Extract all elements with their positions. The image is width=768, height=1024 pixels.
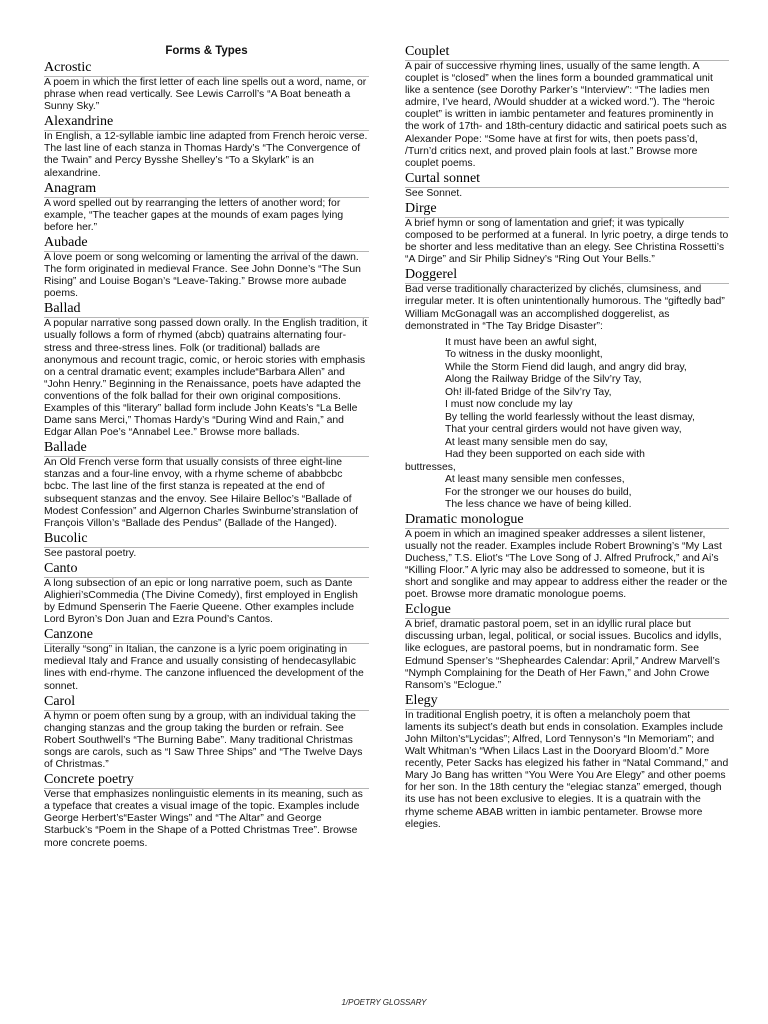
glossary-definition: An Old French verse form that usually consists of three eight-line stanzas and a four-line envoy, with a rhyme scheme of ababbcbc bcbc. The last line of the first stanza is repeated at the end of subsequent stanzas and the envoy. See Hilaire Belloc’s “Ballade of Modest Confession” and Algernon Charles Swinburne’stranslation of François Villon’s “Ballade des Pendus” (Ballade of the Hanged). [44,457,359,529]
poem-line: I must now conclude my lay [445,399,573,411]
page-footer: 1/POETRY GLOSSARY [341,998,427,1007]
glossary-definition: A hymn or poem often sung by a group, with an individual taking the changing stanzas and the group taking the burden or refrain. See Robert Southwell’s “The Burning Babe”. Many traditional Christmas songs are carols, such as “I Saw Three Ships” and “The Twelve Days of Christmas.” [44,710,363,771]
glossary-term: Dirge [405,201,729,218]
poem-line: While the Storm Fiend did laugh, and angry did bray, [445,361,687,373]
glossary-term: Alexandrine [44,114,369,131]
glossary-term: Elegy [405,693,729,710]
glossary-term: Ballad [44,301,369,318]
glossary-definition: See Sonnet. [405,187,463,199]
glossary-term: Curtal sonnet [405,171,729,188]
glossary-definition: A pair of successive rhyming lines, usually of the same length. A couplet is “closed” when the lines form a bounded grammatical unit like a sentence (see Dorothy Parker’s “Interview”: “The ladies men admire, I’ve heard, /Would shudder at a wicked word.”). The “heroic couplet” is written in iambic pentameter and features prominently in the work of 17th- and 18th-century didactic and satirical poets such as Alexander Pope: “Some have at first for wits, then poets pass’d, /Turn’d critics next, and proved plain fools at last.” Browse more couplet poems. [405,61,727,169]
page-title: Forms & Types [165,45,248,57]
glossary-term: Ballade [44,440,369,457]
glossary-term: Eclogue [405,602,729,619]
glossary-definition: A long subsection of an epic or long narrative poem, such as Dante Alighieri’sCommedia (The Divine Comedy), first employed in English by Edmund Spenserin The Faerie Queene. Other examples include Lord Byron’s Don Juan and Ezra Pound’s Cantos. [44,577,358,626]
poem-line: buttresses, [405,461,456,473]
left-entries [44,60,369,850]
glossary-term: Anagram [44,181,369,198]
glossary-definition: A word spelled out by rearranging the letters of another word; for example, “The teacher gapes at the mounds of exam pages lying before her.” [44,197,344,233]
glossary-term: Canzone [44,627,369,644]
poem-line: That your central girders would not have given way, [445,424,682,436]
glossary-term: Couplet [405,44,729,61]
glossary-term: Dramatic monologue [405,512,729,529]
glossary-term: Acrostic [44,60,369,77]
glossary-term: Bucolic [44,531,369,548]
poem-line: At least many sensible men do say, [445,436,608,448]
glossary-definition: A poem in which an imagined speaker addresses a silent listener, usually not the reader. Examples include Robert Browning’s “My Last Duchess,” T.S. Eliot’s “The Love Song of J. Alfred Prufrock,” and Ai’s “Killing Floor.” A lyric may also be addressed to someone, but it is short and songlike and may appear to address either the reader or the poet. Browse more dramatic monologue poems. [405,528,728,601]
poem-excerpt [405,337,729,512]
glossary-definition: In traditional English poetry, it is often a melancholy poem that laments its subject’s death but ends in consolation. Examples include John Milton’s“Lycidas”; Alfred, Lord Tennyson’s “In Memoriam”; and Walt Whitman’s “When Lilacs Last in the Dooryard Bloom’d.” More recently, Peter Sacks has elegized his father in “Natal Command,” and Mary Jo Bang has written “You Were You Are Elegy” and other poems for her son. In the 18th century the “elegiac stanza” emerged, though its use has not been exclusive to elegies. It is a quatrain with the rhyme scheme ABAB written in iambic pentameter. Browse more elegies. [405,709,729,830]
glossary-definition: A popular narrative song passed down orally. In the English tradition, it usually follows a form of rhymed (abcb) quatrains alternating four-stress and three-stress lines. Folk (or traditional) ballads are anonymous and recount tragic, comic, or heroic stories with emphasis on a central dramatic event; examples include“Barbara Allen” and “John Henry.” Beginning in the Renaissance, poets have adapted the conventions of the folk ballad for their own original compositions. Examples of this “literary” ballad form include John Keats’s “La Belle Dame sans Merci,” Thomas Hardy’s “During Wind and Rain,” and Edgar Allan Poe’s “Annabel Lee.” Browse more ballads. [44,318,368,439]
glossary-definition: See pastoral poetry. [44,547,137,559]
poem-line: Had they been supported on each side with [445,449,645,461]
glossary-definition: A brief, dramatic pastoral poem, set in an idyllic rural place but discussing urban, legal, political, or social issues. Bucolics and idylls, like eclogues, are pastoral poems, but in nondramatic form. See Edmund Spenser’s “Shepheardes Calendar: April,” Andrew Marvell’s “Nymph Complaining for the Death of Her Fawn,” and John Crowe Ransom’s “Eclogue.” [405,619,722,691]
poem-line: By telling the world fearlessly without the least dismay, [445,411,695,423]
right-entries-bottom [405,512,729,831]
left-column [44,44,369,851]
glossary-definition: Verse that emphasizes nonlinguistic elements in its meaning, such as a typeface that creates a visual image of the topic. Examples include George Herbert’s“Easter Wings” and “The Altar” and George Starbuck’s “Poem in the Shape of a Potted Christmas Tree”. Browse more concrete poems. [44,789,363,849]
glossary-term: Concrete poetry [44,772,369,789]
poem-line: At least many sensible men confesses, [445,474,625,486]
glossary-definition: Literally “song” in Italian, the canzone is a lyric poem originating in medieval Italy and France and usually consisting of hendecasyllabic lines with end-rhyme. The canzone influenced the development of the sonnet. [44,644,364,692]
poem-line: For the stronger we our houses do build, [445,486,632,498]
glossary-definition: A brief hymn or song of lamentation and grief; it was typically composed to be performed at a funeral. In lyric poetry, a dirge tends to be shorter and less meditative than an elegy. See Christina Rossetti’s “A Dirge” and Sir Philip Sidney’s “Ring Out Your Bells.” [405,217,729,266]
poem-line: The less chance we have of being killed. [445,499,632,511]
glossary-definition: A love poem or song welcoming or lamenting the arrival of the dawn. The form originated in medieval France. See John Donne’s “The Sun Rising” and Louise Bogan’s “Leave-Taking.” Browse more aubade poems. [44,251,361,300]
glossary-definition: In English, a 12-syllable iambic line adapted from French heroic verse. The last line of each stanza in Thomas Hardy’s “The Convergence of the Twain” and Percy Bysshe Shelley’s “To a Skylark” is an alexandrine. [44,131,368,179]
right-entries-top [405,44,729,333]
poem-line: It must have been an awful sight, [445,336,597,348]
glossary-term: Doggerel [405,267,729,284]
glossary-definition: A poem in which the first letter of each line spells out a word, name, or phrase when read vertically. See Lewis Carroll’s “A Boat beneath a Sunny Sky.” [44,77,367,113]
glossary-term: Carol [44,694,369,711]
glossary-term: Aubade [44,235,369,252]
glossary-definition: Bad verse traditionally characterized by clichés, clumsiness, and irregular meter. It is often unintentionally humorous. The “giftedly bad” William McGonagall was an accomplished doggerelist, as demonstrated in “The Tay Bridge Disaster”: [405,284,725,332]
poem-line: Along the Railway Bridge of the Silv’ry Tay, [445,374,642,386]
right-column [405,44,729,832]
glossary-term: Canto [44,561,369,578]
poem-line: To witness in the dusky moonlight, [445,349,603,361]
poem-line: Oh! ill-fated Bridge of the Silv’ry Tay, [445,386,612,398]
